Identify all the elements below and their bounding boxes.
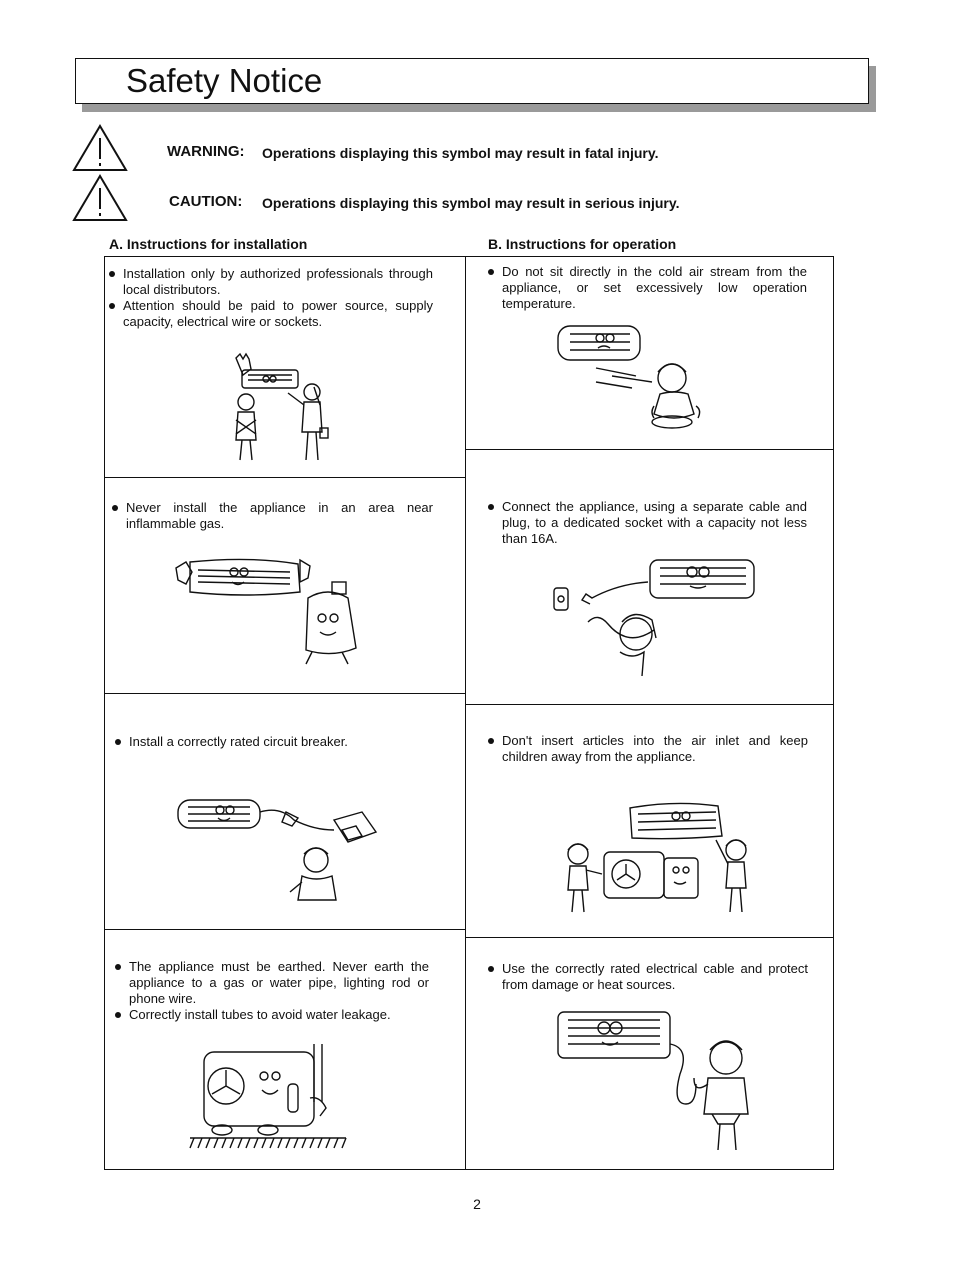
- operation-cell-4: [488, 961, 808, 993]
- gas-cylinder-illustration: [172, 552, 368, 668]
- install-cell-4: [115, 959, 429, 1023]
- section-a-heading: A. Instructions for installation: [109, 236, 308, 252]
- operation-cell-3: [488, 733, 808, 765]
- outdoor-unit-earth-illustration: [186, 1044, 352, 1156]
- grid-line: [466, 937, 834, 938]
- title-box: [75, 58, 869, 104]
- list-item: Never install the appliance in an area near inflammable gas.: [112, 500, 433, 532]
- list-item: Correctly install tubes to avoid water leakage.: [115, 1007, 429, 1023]
- grid-divider: [465, 256, 466, 1170]
- grid-line: [104, 693, 465, 694]
- installers-illustration: [222, 350, 334, 466]
- section-b-heading: B. Instructions for operation: [488, 236, 677, 252]
- cold-air-illustration: [556, 324, 720, 430]
- install-cell-1: [109, 266, 433, 330]
- grid-line: [104, 477, 465, 478]
- operation-cell-1: [488, 264, 807, 312]
- list-item: Don't insert articles into the air inlet and keep children away from the appliance.: [488, 733, 808, 765]
- page-title: Safety Notice: [126, 62, 323, 99]
- circuit-breaker-illustration: [176, 796, 382, 908]
- list-item: Use the correctly rated electrical cable and protect from damage or heat sources.: [488, 961, 808, 993]
- list-item: Install a correctly rated circuit breaker.: [115, 734, 433, 750]
- grid-line: [466, 704, 834, 705]
- list-item: Do not sit directly in the cold air stream from the appliance, or set excessively low operation temperature.: [488, 264, 807, 312]
- warning-triangle-icon: [72, 124, 128, 172]
- list-item: Installation only by authorized professionals through local distributors.: [109, 266, 433, 298]
- operation-cell-2: [488, 499, 807, 547]
- list-item: Connect the appliance, using a separate cable and plug, to a dedicated socket with a capacity not less than 16A.: [488, 499, 807, 547]
- caution-label: CAUTION:: [169, 193, 243, 210]
- children-near-units-illustration: [560, 800, 756, 918]
- install-cell-2: [112, 500, 433, 532]
- socket-connection-illustration: [552, 556, 756, 680]
- grid-line: [104, 929, 465, 930]
- list-item: The appliance must be earthed. Never earth the appliance to a gas or water pipe, lighting rod or phone wire.: [115, 959, 429, 1007]
- page-number: 2: [473, 1196, 481, 1212]
- electrical-cable-illustration: [556, 1010, 756, 1154]
- install-cell-3: [115, 734, 433, 750]
- caution-triangle-icon: [72, 174, 128, 222]
- grid-line: [466, 449, 834, 450]
- warning-text: Operations displaying this symbol may result in fatal injury.: [262, 145, 659, 161]
- caution-text: Operations displaying this symbol may result in serious injury.: [262, 195, 680, 211]
- list-item: Attention should be paid to power source, supply capacity, electrical wire or sockets.: [109, 298, 433, 330]
- warning-label: WARNING:: [167, 143, 245, 160]
